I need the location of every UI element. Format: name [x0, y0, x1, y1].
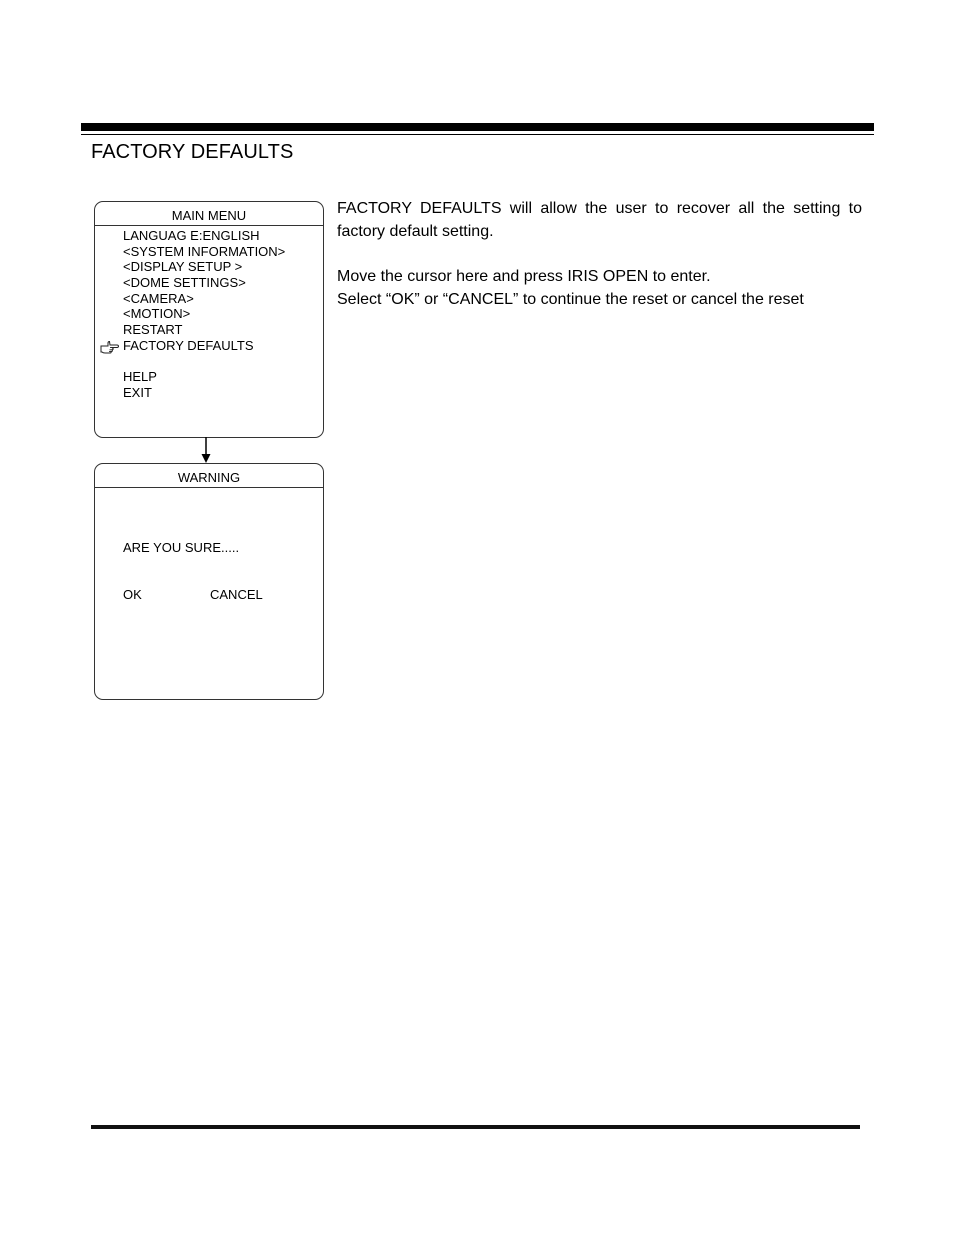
paragraph-spacer	[337, 243, 862, 265]
warning-screen	[94, 463, 324, 700]
menu-item-dome-settings[interactable]: <DOME SETTINGS>	[123, 275, 246, 291]
menu-item-motion[interactable]: <MOTION>	[123, 306, 191, 322]
description-paragraph-1: FACTORY DEFAULTS will allow the user to recover all the setting to factory default setting.	[337, 200, 862, 240]
warning-prompt: ARE YOU SURE.....	[123, 540, 240, 555]
footer-rule	[91, 1125, 860, 1129]
description-paragraph-3: Select “OK” or “CANCEL” to continue the reset or cancel the reset	[337, 291, 804, 308]
menu-item-language[interactable]: LANGUAG E:ENGLISH	[123, 228, 260, 243]
menu-item-display-setup[interactable]: <DISPLAY SETUP >	[123, 259, 243, 275]
menu-item-help[interactable]: HELP	[123, 369, 157, 385]
menu-item-restart[interactable]: RESTART	[123, 322, 183, 338]
ok-option[interactable]: OK	[123, 587, 142, 602]
header-rule-thick	[81, 123, 874, 131]
down-arrow-icon	[199, 437, 213, 464]
cancel-option[interactable]: CANCEL	[210, 587, 263, 602]
menu-spacer	[123, 354, 285, 370]
pointing-hand-icon	[100, 340, 119, 354]
description-paragraph-2: Move the cursor here and press IRIS OPEN to enter.	[337, 268, 711, 285]
main-menu-screen	[94, 201, 324, 438]
menu-item-camera[interactable]: <CAMERA>	[123, 290, 194, 306]
menu-item-factory-defaults[interactable]: FACTORY DEFAULTS	[123, 337, 254, 353]
warning-title: WARNING	[95, 464, 323, 488]
header-rule-thin	[81, 134, 874, 135]
menu-item-exit[interactable]: EXIT	[123, 384, 152, 400]
section-title: FACTORY DEFAULTS	[91, 141, 294, 163]
menu-item-system-information[interactable]: <SYSTEM INFORMATION>	[123, 243, 286, 259]
main-menu-list	[123, 228, 285, 401]
main-menu-title: MAIN MENU	[95, 202, 323, 226]
description-block	[337, 197, 862, 311]
